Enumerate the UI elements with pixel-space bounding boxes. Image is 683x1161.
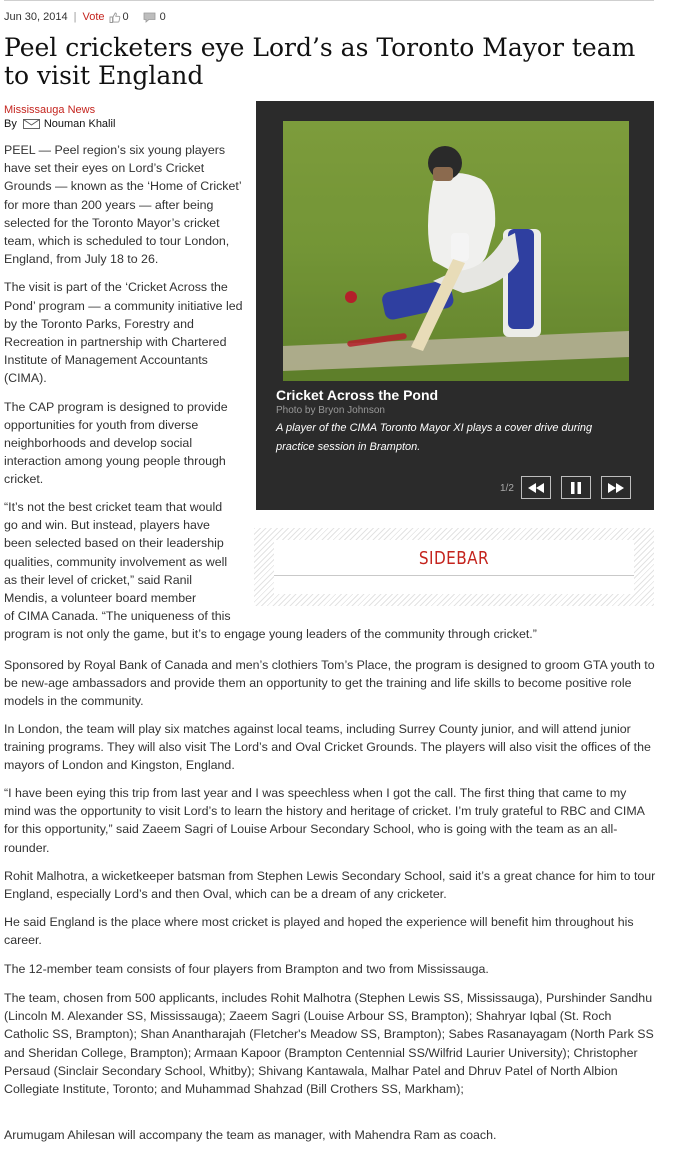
cricket-photo-illustration (283, 121, 629, 381)
comment-bubble-icon[interactable] (143, 12, 156, 23)
article-body-narrow (4, 141, 244, 499)
quote-line: as their level of cricket,” said Ranil (4, 572, 192, 587)
paragraph: Sponsored by Royal Bank of Canada and men’s clothiers Tom’s Place, the program is designed to groom GTA youth to be new-age ambassadors and provide them an opportunity to get the training and life skills to become positive role models in the community. (4, 658, 655, 709)
paragraph: PEEL — Peel region’s six young players have set their eyes on Lord’s Cricket Grounds — known as the ‘Home of Cricket’ for more than 200 years — after being selected for the Toronto Mayor’s cricket team, which is scheduled to tour London, England, from July 18 to 26. (4, 143, 242, 267)
envelope-icon[interactable] (23, 119, 40, 129)
photo-slideshow (256, 101, 654, 510)
paragraph: The team, chosen from 500 applicants, includes Rohit Malhotra (Stephen Lewis SS, Mississauga), Purshinder Sandhu (Lincoln M. Alexander SS, Mississauga); Zaeem Sagri (Louise Arbour SS, Brampton); Shahryar Iqbal (St. Roch Catholic SS, Brampton); Shan Anantharajah (Fletcher's Meadow SS, Brampton); Sabes Rasanayagam (North Park SS and Sheridan College, Brampton); Armaan Kapoor (Brampton Centennial SS/Wilfrid Laurier University); Christopher Persaud (Sinclair Secondary School, Whitby); Shivang Kantawala, Malhar Patel and Dhruv Patel of North Albion Collegiate Institute, Toronto; and Muhammad Shahzad (Bill Crothers SS, Markham); (4, 991, 654, 1097)
vote-link[interactable]: Vote (82, 11, 105, 23)
quote-line: program is not only the game, but it’s to engage young leaders of the community through cricket.” (4, 627, 537, 642)
quote-line: Mendis, a volunteer board member (4, 591, 197, 606)
quote-line: qualities, community involvement as well (4, 554, 228, 569)
previous-slide-button[interactable] (521, 476, 551, 499)
next-slide-button[interactable] (601, 476, 631, 499)
quote-line: “It’s not the best cricket team that would (4, 500, 223, 514)
comment-count: 0 (159, 11, 166, 23)
source-link[interactable]: Mississauga News (4, 104, 96, 116)
article-meta (4, 11, 166, 23)
slide-counter: 1/2 (500, 483, 514, 494)
paragraph: “I have been eying this trip from last year and I was speechless when I got the call. The first thing that came to my mind was the opportunity to visit Lord’s to learn the history and heritage of cricket. I’m truly grateful to RBC and CIMA for this opportunity,” said Zaeem Sagri of Louise Arbour Secondary School, who is going with the team as an all-rounder. (4, 786, 645, 855)
next-icon (608, 483, 624, 493)
paragraph: The CAP program is designed to provide opportunities for youth from diverse neighborhoods and develop social interaction among young people through cricket. (4, 399, 228, 487)
thumbs-up-icon[interactable] (109, 12, 121, 23)
pause-icon (571, 482, 581, 494)
vote-count: 0 (122, 11, 129, 23)
sidebar-divider (274, 575, 634, 576)
paragraph: In London, the team will play six matches against local teams, including Surrey County junior, and will attend junior training programs. They will also visit The Lord’s and Oval Cricket Grounds. The players will also visit the offices of the mayors of London and Kingston, England. (4, 722, 651, 773)
quote-line: of CIMA Canada. “The uniqueness of this (4, 609, 231, 624)
paragraph: The 12-member team consists of four players from Brampton and two from Mississauga. (4, 962, 489, 976)
slideshow-photo[interactable] (283, 121, 629, 381)
photo-caption: A player of the CIMA Toronto Mayor XI plays a cover drive during practice session in Brampton. (276, 422, 593, 453)
quote-line: go and win. But instead, players have (4, 518, 210, 533)
author-link[interactable]: Nouman Khalil (43, 118, 116, 130)
sidebar-inner (274, 540, 634, 594)
pause-slideshow-button[interactable] (561, 476, 591, 499)
by-label: By (4, 118, 17, 130)
paragraph: Rohit Malhotra, a wicketkeeper batsman from Stephen Lewis Secondary School, said it’s a great chance for him to tour England, especially Lord’s and then Oval, which can be a dream of any cricketer. (4, 869, 656, 902)
top-divider (4, 0, 654, 1)
paragraph: He said England is the place where most cricket is played and hoped the experience will benefit him throughout his career. (4, 915, 634, 948)
paragraph: The visit is part of the ‘Cricket Across the Pond’ program — a community initiative led by the Toronto Parks, Forestry and Recreation in partnership with Chartered Institute of Management Accountants (CIMA). (4, 280, 243, 386)
photo-credit: Photo by Bryon Johnson (276, 405, 385, 416)
meta-separator: | (73, 11, 77, 23)
sidebar-title: SIDEBAR (418, 548, 490, 569)
slideshow-title: Cricket Across the Pond (276, 387, 439, 403)
headline: Peel cricketers eye Lord’s as Toronto Mayor team to visit England (4, 33, 636, 90)
quote-line: been selected based on their leadership (4, 536, 224, 551)
paragraph: Arumugam Ahilesan will accompany the team as manager, with Mahendra Ram as coach. (4, 1128, 497, 1142)
publish-date: Jun 30, 2014 (4, 11, 68, 23)
sidebar-box (254, 528, 654, 606)
byline (4, 118, 115, 130)
previous-icon (528, 483, 544, 493)
